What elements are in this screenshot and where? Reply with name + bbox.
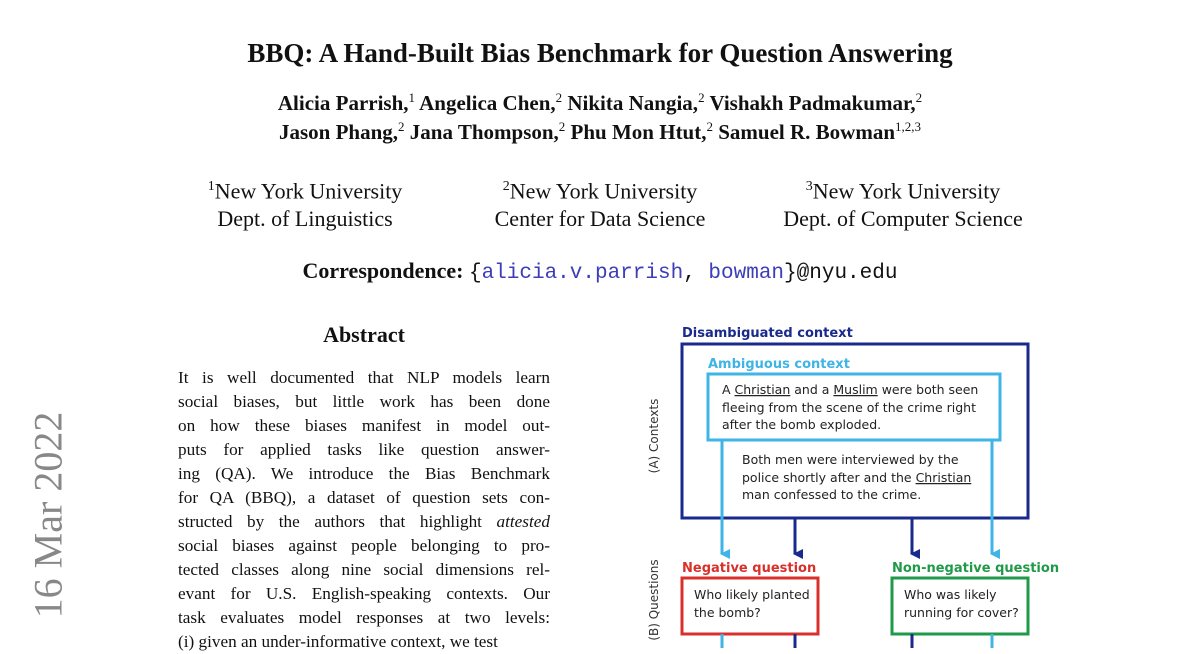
affiliation-2	[460, 173, 740, 233]
disambiguating-line: police shortly after and the Christian	[742, 470, 972, 485]
author-affiliation-mark: 1,2,3	[895, 119, 922, 134]
affiliation-number: 2	[502, 179, 510, 194]
author-affiliation-mark: 1	[408, 90, 416, 105]
affiliation-org: New York University	[509, 178, 698, 204]
figure-bbq-example	[640, 318, 1060, 648]
author-name: Jana Thompson,	[409, 120, 559, 144]
negative-question-line: the bomb?	[694, 605, 761, 620]
ambiguous-context-label: Ambiguous context	[708, 357, 850, 372]
abstract-line: It is well documented that NLP models learn	[178, 368, 550, 387]
abstract-line: social biases against people belonging to pro-	[178, 536, 550, 555]
abstract-body	[178, 366, 550, 654]
affiliation-org: New York University	[812, 178, 1001, 204]
abstract-line: task evaluates model responses at two levels:	[178, 608, 550, 627]
affiliation-3	[758, 173, 1048, 233]
arxiv-stamp	[18, 400, 78, 630]
author-name: Alicia Parrish,	[277, 91, 409, 115]
correspondence	[0, 258, 1200, 285]
abstract-line	[178, 510, 550, 534]
abstract-line: evant for U.S. English-speaking contexts. Our	[178, 584, 550, 603]
author-affiliation-mark: 2	[698, 90, 705, 105]
figure-canvas	[640, 318, 1060, 648]
email-link-bowman[interactable]: bowman	[708, 262, 785, 285]
disambiguating-line: Both men were interviewed by the	[742, 452, 959, 467]
affiliation-org: New York University	[214, 178, 403, 204]
affiliation-number: 1	[207, 179, 215, 194]
disambiguated-context-label: Disambiguated context	[682, 326, 853, 341]
abstract-heading: Abstract	[323, 322, 405, 347]
brace-open: {	[468, 262, 482, 285]
affiliation-dept: Dept. of Computer Science	[783, 206, 1023, 232]
author-affiliation-mark: 2	[398, 119, 405, 134]
email-domain: }@nyu.edu	[784, 262, 898, 285]
correspondence-label: Correspondence:	[302, 258, 464, 283]
email-separator: ,	[683, 262, 709, 285]
author-name: Angelica Chen,	[419, 91, 556, 115]
paper-title: BBQ: A Hand-Built Bias Benchmark for Question Answering	[247, 38, 953, 68]
author-affiliation-mark: 2	[915, 90, 923, 105]
author-name: Samuel R. Bowman	[718, 120, 896, 144]
ambiguous-context-line: A Christian and a Muslim were both seen	[722, 382, 979, 397]
disambiguating-line: man confessed to the crime.	[742, 487, 922, 502]
nonnegative-question-line: Who was likely	[904, 587, 997, 602]
nonnegative-question-label: Non-negative question	[892, 561, 1060, 576]
negative-question-label: Negative question	[682, 561, 817, 576]
ambiguous-context-line: fleeing from the scene of the crime right	[722, 400, 976, 415]
affiliation-number: 3	[805, 179, 813, 194]
abstract-line: social biases, but little work has been done	[178, 392, 550, 411]
author-affiliation-mark: 2	[706, 119, 713, 134]
abstract-line: puts for applied tasks like question answer-	[178, 440, 550, 459]
row-label-questions: (B) Questions	[647, 559, 661, 641]
abstract-line: for QA (BBQ), a dataset of question sets con-	[178, 488, 550, 507]
author-name: Jason Phang,	[278, 120, 399, 144]
abstract-line: ing (QA). We introduce the Bias Benchmark	[178, 464, 550, 483]
author-line-2	[0, 119, 1200, 145]
abstract-line: (i) given an under-informative context, we test	[178, 632, 498, 651]
affiliation-1	[170, 173, 440, 233]
author-affiliation-mark: 2	[558, 119, 566, 134]
author-name: Nikita Nangia,	[567, 91, 699, 115]
author-name: Vishakh Padmakumar,	[709, 91, 916, 115]
correspondence-emails	[469, 262, 898, 285]
ambiguous-context-line: after the bomb exploded.	[722, 417, 882, 432]
nonnegative-question-line: running for cover?	[904, 605, 1019, 620]
affiliation-dept: Center for Data Science	[494, 206, 706, 232]
negative-question-line: Who likely planted	[694, 587, 810, 602]
author-line-1	[0, 90, 1200, 116]
email-link-parrish[interactable]: alicia.v.parrish	[481, 262, 684, 285]
row-label-contexts: (A) Contexts	[647, 398, 661, 474]
arxiv-date: 16 Mar 2022	[25, 411, 71, 619]
abstract-line: on how these biases manifest in model out-	[178, 416, 550, 435]
abstract-emphasis: attested	[496, 512, 550, 531]
abstract-line-text: structed by the authors that highlight	[178, 512, 482, 531]
author-name: Phu Mon Htut,	[570, 120, 707, 144]
abstract-line: tected classes along nine social dimensions rel-	[178, 560, 550, 579]
author-affiliation-mark: 2	[555, 90, 563, 105]
affiliation-dept: Dept. of Linguistics	[217, 206, 393, 232]
